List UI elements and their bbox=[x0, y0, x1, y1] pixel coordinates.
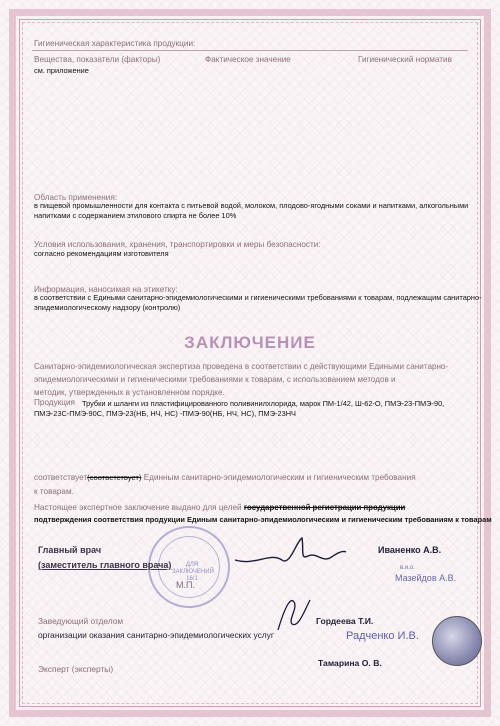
head-label: Заведующий отделом bbox=[38, 616, 124, 626]
label-info-line-1: в соответствии с Едиными санитарно-эпидемиологическими и гигиеническими требованиями к товарам, подлежащим санитарно- bbox=[34, 293, 482, 302]
purpose-text: Настоящее экспертное заключение выдано для целей bbox=[34, 503, 242, 512]
expertise-line-2: эпидемиологическими и гигиеническими требованиями к товарам, с использованием методов и bbox=[34, 375, 396, 384]
expert-label: Эксперт (эксперты) bbox=[38, 664, 114, 674]
divider bbox=[32, 50, 468, 51]
chief-label: Главный врач bbox=[38, 545, 102, 555]
appendix-ref: см. приложение bbox=[34, 66, 89, 75]
chief-name-stamp: Мазейдов А.В. bbox=[395, 573, 457, 583]
col-substance: Вещества, показатели (факторы) bbox=[34, 55, 161, 64]
compliance-rest: Единным санитарно-эпидемиологическим и гигиеническим требования bbox=[143, 473, 416, 482]
hygiene-header: Гигиеническая характеристика продукции: bbox=[34, 39, 196, 48]
compliance-line bbox=[34, 473, 416, 482]
seal-text: ДЛЯ ЗАКЛЮЧЕНИЙ 16/1 bbox=[172, 562, 214, 582]
col-actual: Фактическое значение bbox=[205, 55, 291, 64]
conclusion-title: ЗАКЛЮЧЕНИЕ bbox=[184, 333, 316, 352]
head-org: организации оказания санитарно-эпидемиологических услуг bbox=[38, 630, 274, 640]
head-name: Гордеева Т.И. bbox=[316, 616, 374, 626]
acting-note: в.и.о. bbox=[400, 565, 415, 571]
expertise-paragraph bbox=[34, 360, 466, 399]
label-info-label: Информация, наносимая на этикетку: bbox=[34, 285, 178, 294]
product-label: Продукция bbox=[34, 398, 75, 407]
expert-name: Тамарина О. В. bbox=[318, 658, 382, 668]
purpose-inserted: государственной регистрации продукции bbox=[243, 503, 406, 512]
expertise-line-3: методик, утвержденных в установленном порядке. bbox=[34, 388, 225, 397]
conditions-value: согласно рекомендациям изготовителя bbox=[34, 249, 169, 258]
expertise-line-1: Санитарно-эпидемиологическая экспертиза проведена в соответствии с действующими Едиными санитарно- bbox=[34, 362, 449, 371]
product-line-2: ПМЭ-23С-ПМЭ-90С, ПМЭ-23(НБ, НЧ, НС) -ПМЭ-90(НБ, НЧ, НС), ПМЭ-23НЧ bbox=[34, 409, 296, 418]
conditions-label: Условия использования, хранения, транспортировки и меры безопасности: bbox=[34, 240, 321, 249]
product-line-1: Трубки и шланги из пластифицированного поливинилхлорида, марок ПМ-1/42, Ш-62-О, ПМЭ-23-ПМЭ-90, bbox=[82, 399, 445, 408]
scope-line-1: в пищевой промышленности для контакта с питьевой водой, молоком, плодово-ягодными соками и напитками, алкогольными bbox=[34, 201, 469, 210]
label-info-line-2: эпидемиологическому надзору (контролю) bbox=[34, 303, 181, 312]
chief-signature bbox=[230, 530, 350, 575]
compliance-inserted: (соответствует) bbox=[87, 473, 142, 482]
purpose-line bbox=[34, 503, 405, 512]
head-signature bbox=[270, 590, 318, 638]
hologram-emblem bbox=[432, 616, 482, 666]
chief-name: Иваненко А.В. bbox=[378, 545, 442, 555]
head-name-stamp: Радченко И.В. bbox=[346, 630, 419, 642]
col-norm: Гигиенический норматив bbox=[358, 55, 452, 64]
compliance-line-2: к товарам. bbox=[34, 487, 74, 496]
mp-mark: М.П. bbox=[176, 580, 195, 590]
compliance-prefix: соответствует bbox=[34, 473, 88, 482]
scope-line-2: напитками с содержанием этилового спирта не более 10% bbox=[34, 211, 237, 220]
deputy-label: (заместитель главного врача) bbox=[38, 560, 172, 570]
scope-label: Область применения: bbox=[34, 193, 118, 202]
purpose-line-2: подтверждения соответствия продукции Единым санитарно-эпидемиологическим и гигиеническим требованиям к товарам bbox=[34, 515, 492, 524]
